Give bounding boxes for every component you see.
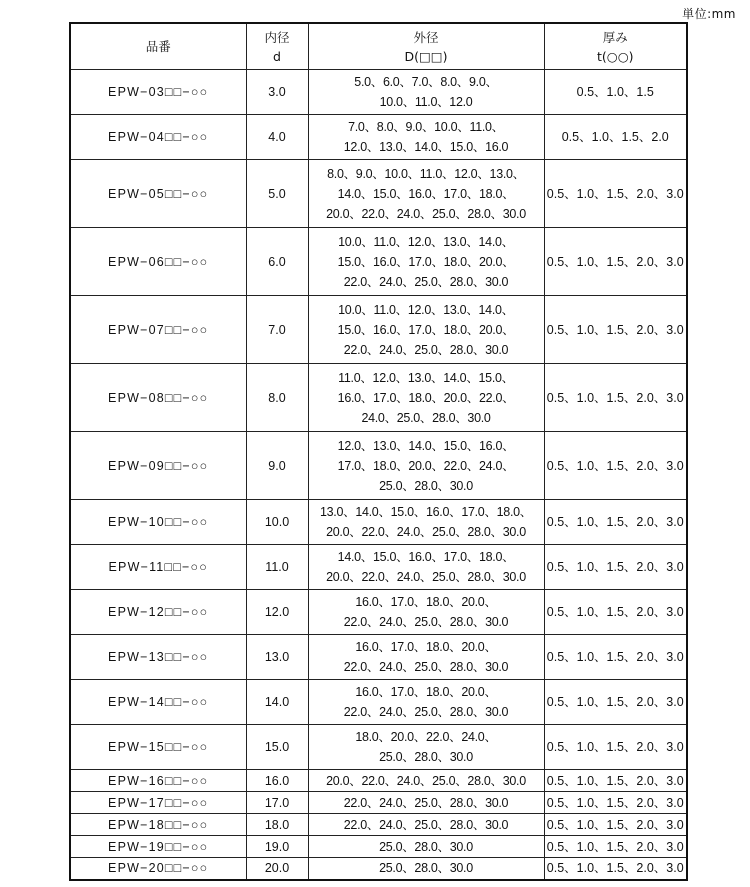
header-row [70, 23, 687, 70]
thicknesses: 0.5、1.0、1.5、2.0、3.0 [544, 792, 687, 814]
outer-diameters: 22.0、24.0、25.0、28.0、30.0 [308, 792, 544, 814]
thicknesses: 0.5、1.0、1.5、2.0、3.0 [544, 160, 687, 228]
part-number: EPW−15□□−○○ [70, 725, 246, 770]
inner-diameter: 15.0 [246, 725, 308, 770]
thicknesses: 0.5、1.0、1.5 [544, 70, 687, 115]
inner-diameter: 18.0 [246, 814, 308, 836]
outer-diameters: 5.0、6.0、7.0、8.0、9.0、 10.0、11.0、12.0 [308, 70, 544, 115]
outer-diameters: 10.0、11.0、12.0、13.0、14.0、 15.0、16.0、17.0、18.0、20.0、 22.0、24.0、25.0、28.0、30.0 [308, 228, 544, 296]
table-row [70, 364, 687, 432]
header-thickness [544, 23, 687, 70]
thicknesses: 0.5、1.0、1.5、2.0、3.0 [544, 364, 687, 432]
part-number: EPW−05□□−○○ [70, 160, 246, 228]
thicknesses: 0.5、1.0、1.5、2.0 [544, 115, 687, 160]
thicknesses: 0.5、1.0、1.5、2.0、3.0 [544, 814, 687, 836]
part-number: EPW−12□□−○○ [70, 590, 246, 635]
thicknesses: 0.5、1.0、1.5、2.0、3.0 [544, 770, 687, 792]
part-number: EPW−14□□−○○ [70, 680, 246, 725]
part-number: EPW−16□□−○○ [70, 770, 246, 792]
inner-diameter: 6.0 [246, 228, 308, 296]
part-number: EPW−04□□−○○ [70, 115, 246, 160]
outer-diameters: 10.0、11.0、12.0、13.0、14.0、 15.0、16.0、17.0、18.0、20.0、 22.0、24.0、25.0、28.0、30.0 [308, 296, 544, 364]
table-row [70, 725, 687, 770]
inner-diameter: 14.0 [246, 680, 308, 725]
inner-diameter: 17.0 [246, 792, 308, 814]
outer-diameters: 7.0、8.0、9.0、10.0、11.0、 12.0、13.0、14.0、15.0、16.0 [308, 115, 544, 160]
table-row [70, 160, 687, 228]
part-number: EPW−09□□−○○ [70, 432, 246, 500]
outer-diameters: 16.0、17.0、18.0、20.0、 22.0、24.0、25.0、28.0、30.0 [308, 590, 544, 635]
inner-diameter: 9.0 [246, 432, 308, 500]
part-number: EPW−13□□−○○ [70, 635, 246, 680]
table-row [70, 836, 687, 858]
table-row [70, 770, 687, 792]
table-body [70, 70, 687, 880]
table-row [70, 792, 687, 814]
outer-diameters: 25.0、28.0、30.0 [308, 836, 544, 858]
part-number: EPW−11□□−○○ [70, 545, 246, 590]
header-outer-symbol: D(□□) [404, 48, 448, 64]
thicknesses: 0.5、1.0、1.5、2.0、3.0 [544, 545, 687, 590]
part-number: EPW−06□□−○○ [70, 228, 246, 296]
outer-diameters: 20.0、22.0、24.0、25.0、28.0、30.0 [308, 770, 544, 792]
part-number: EPW−18□□−○○ [70, 814, 246, 836]
outer-diameters: 25.0、28.0、30.0 [308, 858, 544, 880]
header-part-no-label: 品番 [145, 39, 171, 54]
table-row [70, 635, 687, 680]
header-inner-symbol: d [273, 48, 281, 64]
header-thickness-label: 厚み [602, 29, 628, 45]
thicknesses: 0.5、1.0、1.5、2.0、3.0 [544, 500, 687, 545]
thicknesses: 0.5、1.0、1.5、2.0、3.0 [544, 836, 687, 858]
part-number: EPW−07□□−○○ [70, 296, 246, 364]
thicknesses: 0.5、1.0、1.5、2.0、3.0 [544, 725, 687, 770]
outer-diameters: 22.0、24.0、25.0、28.0、30.0 [308, 814, 544, 836]
table-header [70, 23, 687, 70]
header-inner-diameter [246, 23, 308, 70]
header-inner-diameter-label: 内径 [264, 29, 290, 45]
inner-diameter: 5.0 [246, 160, 308, 228]
thicknesses: 0.5、1.0、1.5、2.0、3.0 [544, 432, 687, 500]
part-number: EPW−08□□−○○ [70, 364, 246, 432]
part-number: EPW−17□□−○○ [70, 792, 246, 814]
header-part-no [70, 23, 246, 70]
table-row [70, 70, 687, 115]
table-row [70, 680, 687, 725]
inner-diameter: 7.0 [246, 296, 308, 364]
outer-diameters: 16.0、17.0、18.0、20.0、 22.0、24.0、25.0、28.0、30.0 [308, 680, 544, 725]
inner-diameter: 11.0 [246, 545, 308, 590]
table-row [70, 296, 687, 364]
table-row [70, 858, 687, 880]
unit-label: 単位:mm [682, 7, 736, 21]
inner-diameter: 12.0 [246, 590, 308, 635]
inner-diameter: 4.0 [246, 115, 308, 160]
inner-diameter: 20.0 [246, 858, 308, 880]
outer-diameters: 11.0、12.0、13.0、14.0、15.0、 16.0、17.0、18.0、20.0、22.0、 24.0、25.0、28.0、30.0 [308, 364, 544, 432]
thicknesses: 0.5、1.0、1.5、2.0、3.0 [544, 590, 687, 635]
thicknesses: 0.5、1.0、1.5、2.0、3.0 [544, 858, 687, 880]
inner-diameter: 19.0 [246, 836, 308, 858]
inner-diameter: 3.0 [246, 70, 308, 115]
inner-diameter: 8.0 [246, 364, 308, 432]
thicknesses: 0.5、1.0、1.5、2.0、3.0 [544, 296, 687, 364]
outer-diameters: 12.0、13.0、14.0、15.0、16.0、 17.0、18.0、20.0、22.0、24.0、 25.0、28.0、30.0 [308, 432, 544, 500]
table-row [70, 500, 687, 545]
table-row [70, 545, 687, 590]
outer-diameters: 16.0、17.0、18.0、20.0、 22.0、24.0、25.0、28.0、30.0 [308, 635, 544, 680]
header-outer-diameter [308, 23, 544, 70]
thicknesses: 0.5、1.0、1.5、2.0、3.0 [544, 680, 687, 725]
table-row [70, 814, 687, 836]
header-thickness-symbol: t(○○) [597, 48, 634, 64]
part-number: EPW−20□□−○○ [70, 858, 246, 880]
table-row [70, 432, 687, 500]
part-number: EPW−10□□−○○ [70, 500, 246, 545]
spec-table [69, 22, 688, 881]
outer-diameters: 13.0、14.0、15.0、16.0、17.0、18.0、 20.0、22.0、24.0、25.0、28.0、30.0 [308, 500, 544, 545]
thicknesses: 0.5、1.0、1.5、2.0、3.0 [544, 228, 687, 296]
outer-diameters: 14.0、15.0、16.0、17.0、18.0、 20.0、22.0、24.0、25.0、28.0、30.0 [308, 545, 544, 590]
inner-diameter: 13.0 [246, 635, 308, 680]
outer-diameters: 18.0、20.0、22.0、24.0、 25.0、28.0、30.0 [308, 725, 544, 770]
inner-diameter: 16.0 [246, 770, 308, 792]
part-number: EPW−19□□−○○ [70, 836, 246, 858]
table-row [70, 115, 687, 160]
outer-diameters: 8.0、9.0、10.0、11.0、12.0、13.0、 14.0、15.0、16.0、17.0、18.0、 20.0、22.0、24.0、25.0、28.0、30.0 [308, 160, 544, 228]
part-number: EPW−03□□−○○ [70, 70, 246, 115]
table-row [70, 228, 687, 296]
table-row [70, 590, 687, 635]
thicknesses: 0.5、1.0、1.5、2.0、3.0 [544, 635, 687, 680]
inner-diameter: 10.0 [246, 500, 308, 545]
header-outer-diameter-label: 外径 [413, 29, 439, 45]
